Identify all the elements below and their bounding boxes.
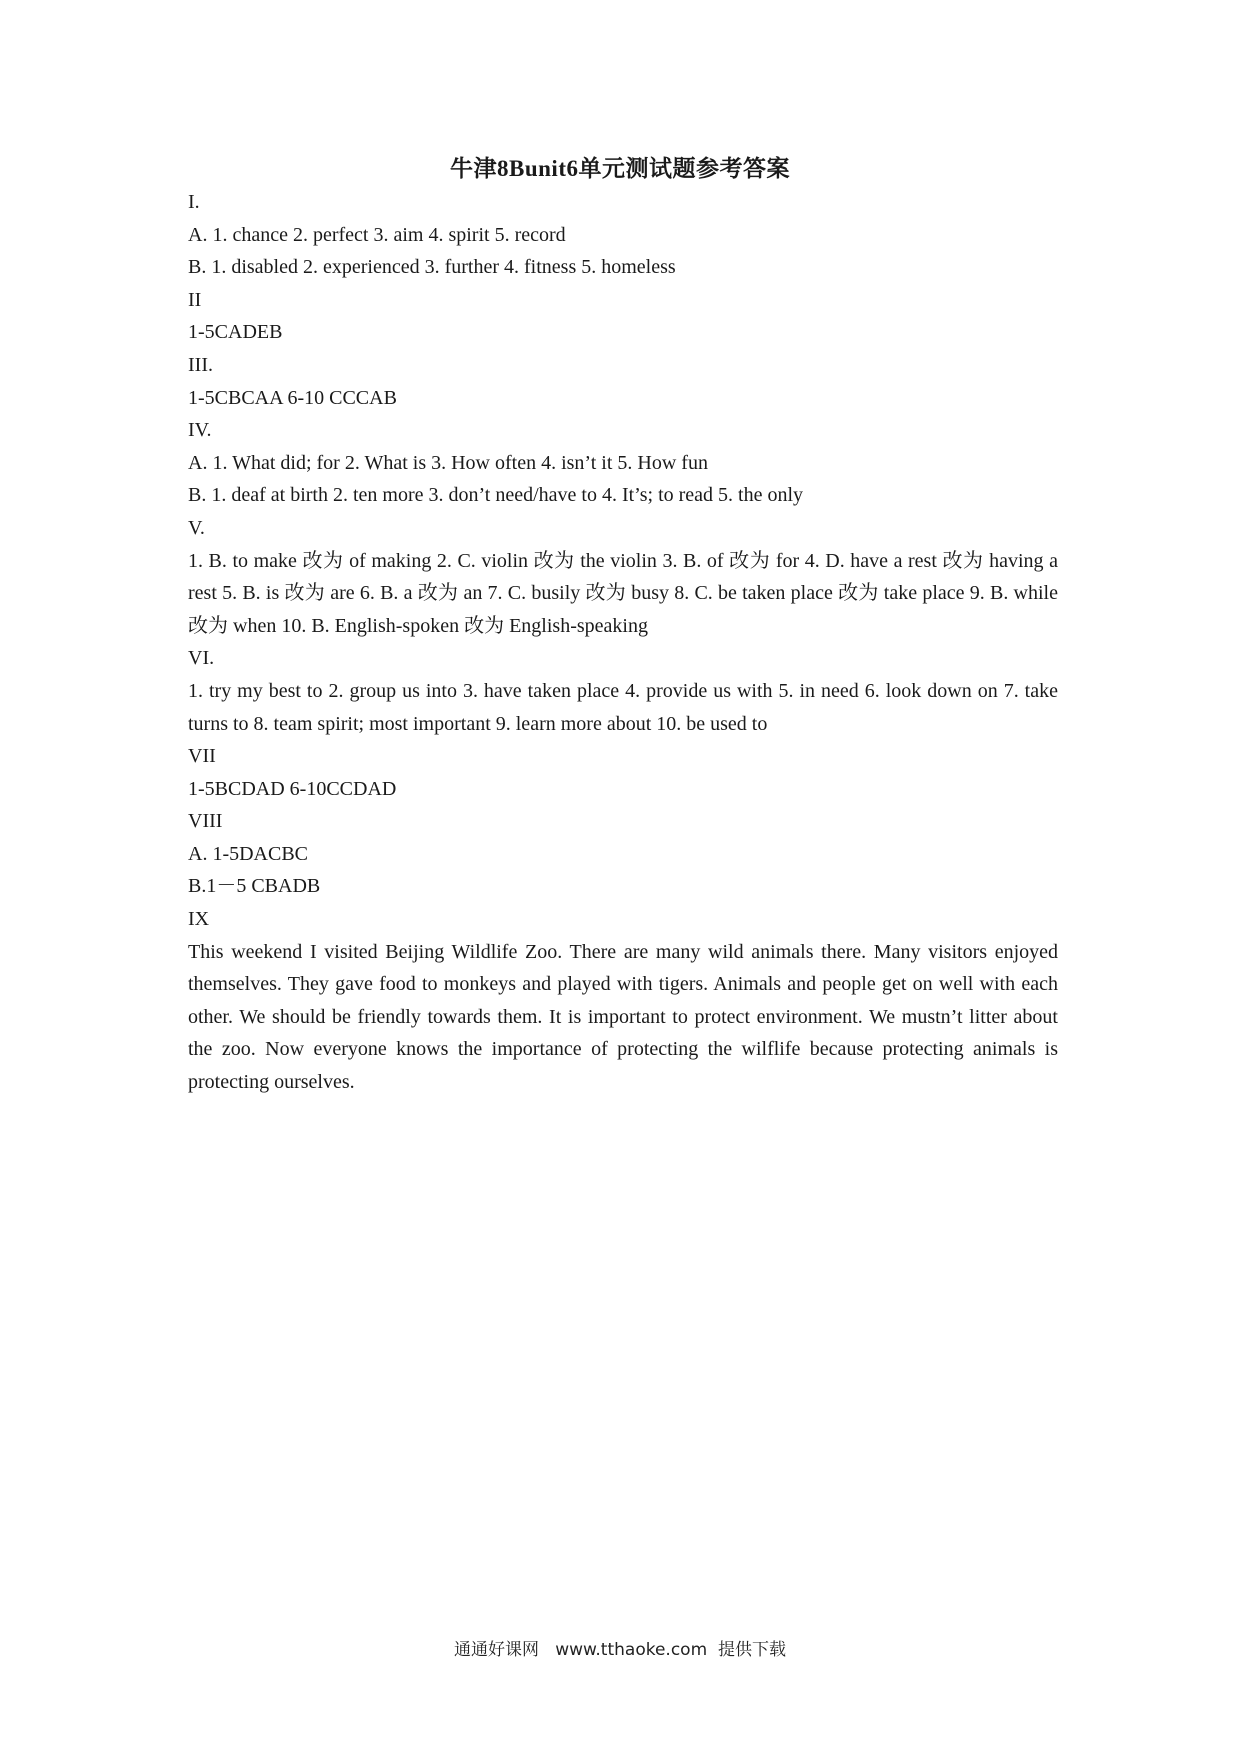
answer-line: 1-5CBCAA 6-10 CCCAB <box>188 386 397 409</box>
section-heading: VI. <box>188 647 215 670</box>
answer-content <box>188 186 1058 1099</box>
answer-line: A. 1-5DACBC <box>188 842 309 865</box>
answer-paragraph: 1. B. to make 改为 of making 2. C. violin 改为 the violin 3. B. of 改为 for 4. D. have a rest 改为 having a rest 5. B. is 改为 are 6. B. a 改为 an 7. C. busily 改为 busy 8. C. be taken place 改为 take place 9. B. while 改为 when 10. B. English-spoken 改为 English-speaking <box>188 549 1058 637</box>
section-heading: IV. <box>188 419 212 442</box>
answer-line: 1-5BCDAD 6-10CCDAD <box>188 777 397 800</box>
section-heading: V. <box>188 516 205 539</box>
writing-paragraph: This weekend I visited Beijing Wildlife Zoo. There are many wild animals there. Many visitors enjoyed themselves. They gave food to monkeys and played with tigers. Animals and people get on well with each other. We should be friendly towards them. It is important to protect environment. We mustn’t litter about the zoo. Now everyone knows the importance of protecting the wilflife because protecting animals is protecting ourselves. <box>188 940 1058 1094</box>
answer-line: 1-5CADEB <box>188 321 283 344</box>
answer-line: A. 1. chance 2. perfect 3. aim 4. spirit 5. record <box>188 223 566 246</box>
section-heading: III. <box>188 353 213 376</box>
answer-line: B.1－5 CBADB <box>188 875 321 898</box>
section-heading: II <box>188 288 202 311</box>
section-heading: VII <box>188 745 216 768</box>
answer-line: A. 1. What did; for 2. What is 3. How often 4. isn’t it 5. How fun <box>188 451 708 474</box>
answer-paragraph: 1. try my best to 2. group us into 3. have taken place 4. provide us with 5. in need 6. look down on 7. take turns to 8. team spirit; most important 9. learn more about 10. be used to <box>188 679 1058 735</box>
section-heading: I. <box>188 191 200 213</box>
section-heading: VIII <box>188 810 223 833</box>
answer-line: B. 1. deaf at birth 2. ten more 3. don’t need/have to 4. It’s; to read 5. the only <box>188 484 804 507</box>
answer-line: B. 1. disabled 2. experienced 3. further 4. fitness 5. homeless <box>188 256 676 279</box>
page-title: 牛津8Bunit6单元测试题参考答案 <box>450 156 790 181</box>
section-heading: IX <box>188 908 210 931</box>
page-footer: 通通好课网 www.tthaoke.com 提供下载 <box>454 1640 786 1660</box>
